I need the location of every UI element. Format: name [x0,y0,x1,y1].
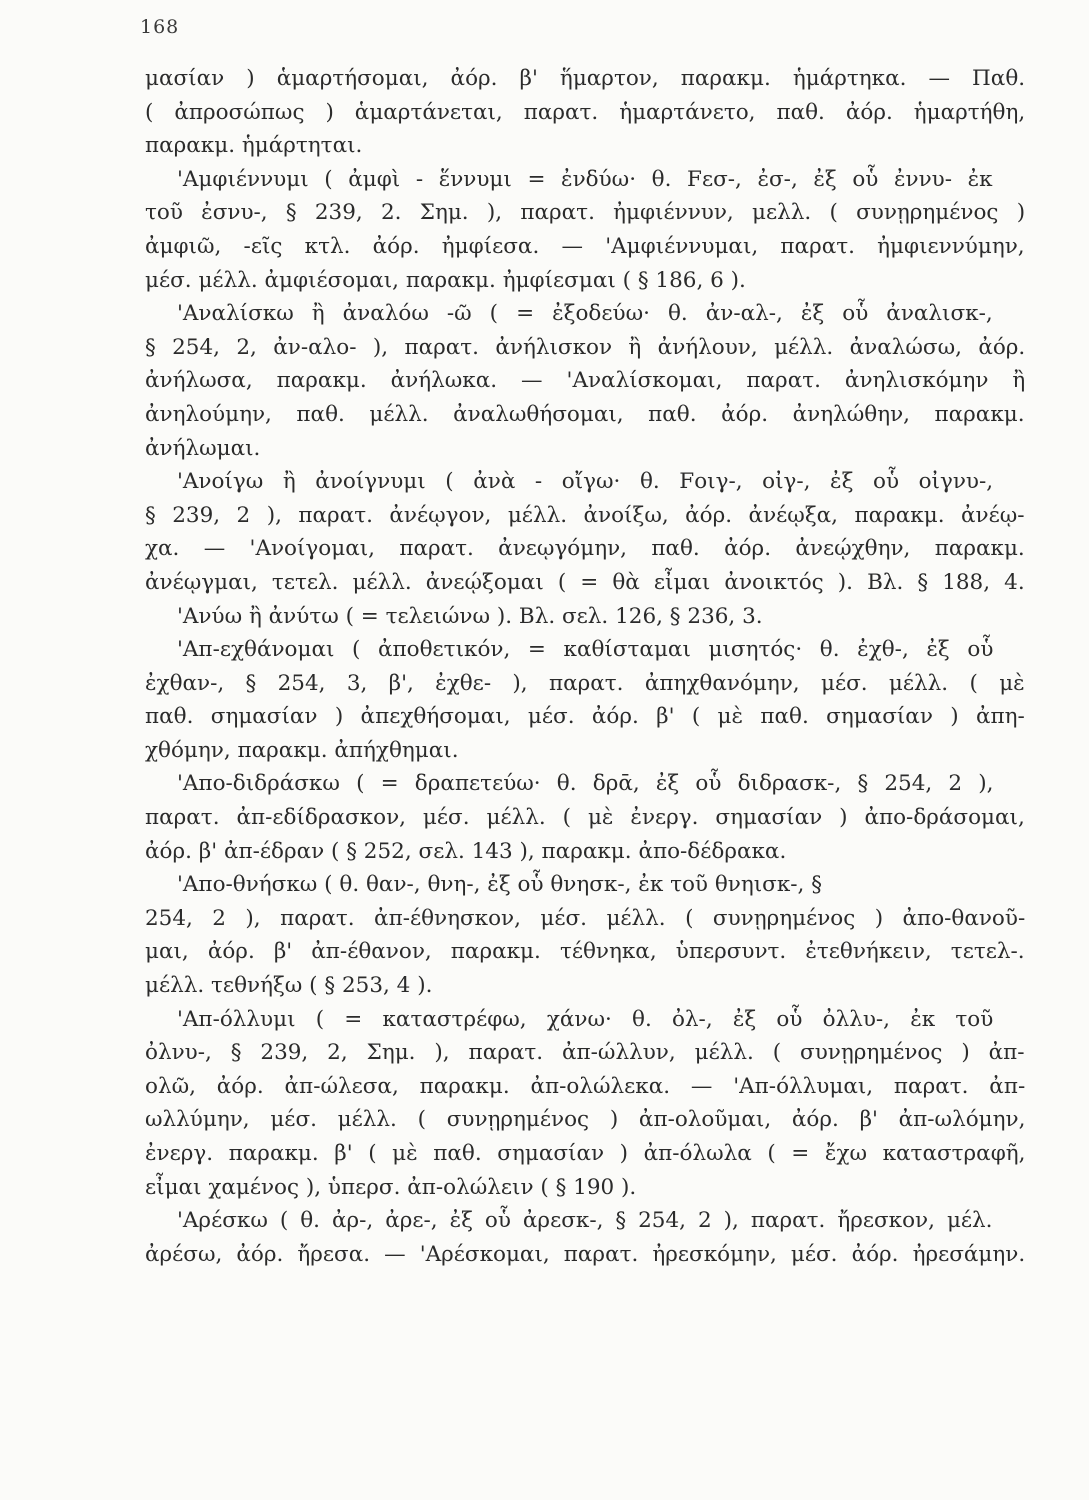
text-line: 'Ανοίγω ἢ ἀνοίγνυμι ( ἀνὰ - οἴγω· θ. Fοιγ-, οἰγ-, ἐξ οὗ οἰγνυ-, [177,469,994,495]
text-line: παθ. σημασίαν ) ἀπεχθήσομαι, μέσ. ἀόρ. β' ( μὲ παθ. σημασίαν ) ἀπη- [145,704,1025,730]
text-line: § 254, 2, ἀν-αλο- ), παρατ. ἀνήλισκον ἢ ἀνήλουν, μέλλ. ἀναλώσω, ἀόρ. [145,334,1025,360]
text-line: ἐχθαν-, § 254, 3, β', ἐχθε- ), παρατ. ἀπηχθανόμην, μέσ. μέλλ. ( μὲ [145,670,1025,696]
page-number: 168 [140,16,180,38]
text-line: § 239, 2 ), παρατ. ἀνέῳγον, μέλλ. ἀνοίξω, ἀόρ. ἀνέῳξα, παρακμ. ἀνέῳ- [145,502,1025,528]
text-line: ολῶ, ἀόρ. ἀπ-ώλεσα, παρακμ. ἀπ-ολώλεκα. — 'Απ-όλλυμαι, παρατ. ἀπ- [145,1073,1025,1099]
text-line: ἀνηλούμην, παθ. μέλλ. ἀναλωθήσομαι, παθ. ἀόρ. ἀνηλώθην, παρακμ. [145,401,1025,427]
text-line: εἶμαι χαμένος ), ὑπερσ. ἀπ-ολώλειν ( § 190 ). [145,1174,637,1200]
text-line: 'Αναλίσκω ἢ ἀναλόω -ῶ ( = ἐξοδεύω· θ. ἀν-αλ-, ἐξ οὗ ἀναλισκ-, [177,301,993,327]
text-line: ἀνήλωμαι. [145,435,261,461]
text-line: 254, 2 ), παρατ. ἀπ-έθνησκον, μέσ. μέλλ. ( συνῃρημένος ) ἀπο-θανοῦ- [145,905,1025,931]
text-line: 'Αμφιέννυμι ( ἀμφὶ - ἕννυμι = ἐνδύω· θ. Fεσ-, ἐσ-, ἐξ οὗ ἐννυ- ἐκ [177,166,993,192]
text-line: 'Ανύω ἢ ἀνύτω ( = τελειώνω ). Βλ. σελ. 126, § 236, 3. [177,603,763,629]
text-line: 'Απο-θνήσκω ( θ. θαν-, θνη-, ἐξ οὗ θνησκ-, ἐκ τοῦ θνηισκ-, § [177,872,822,898]
text-line: 'Απ-εχθάνομαι ( ἀποθετικόν, = καθίσταμαι μισητός· θ. ἐχθ-, ἐξ οὗ [177,637,994,663]
text-line: ἀμφιῶ, -εῖς κτλ. ἀόρ. ἠμφίεσα. — 'Αμφιέννυμαι, παρατ. ἠμφιεννύμην, [145,233,1025,259]
text-line: ἀνέῳγμαι, τετελ. μέλλ. ἀνεῴξομαι ( = θὰ εἶμαι ἀνοικτός ). Βλ. § 188, 4. [145,569,1025,595]
text-line: 'Απο-διδράσκω ( = δραπετεύω· θ. δρᾱ, ἐξ οὗ διδρασκ-, § 254, 2 ), [177,771,994,797]
text-line: μέλλ. τεθνήξω ( § 253, 4 ). [145,973,433,999]
text-line: τοῦ ἐσνυ-, § 239, 2. Σημ. ), παρατ. ἠμφιέννυν, μελλ. ( συνῃρημένος ) [145,200,1025,226]
text-line: ἀόρ. β' ἀπ-έδραν ( § 252, σελ. 143 ), παρακμ. ἀπο-δέδρακα. [145,838,787,864]
text-line: 'Αρέσκω ( θ. ἀρ-, ἀρε-, ἐξ οὗ ἀρεσκ-, § 254, 2 ), παρατ. ἤρεσκον, μέλ. [177,1208,993,1234]
text-line: ὀλνυ-, § 239, 2, Σημ. ), παρατ. ἀπ-ώλλυν, μέλλ. ( συνῃρημένος ) ἀπ- [145,1040,1025,1066]
text-body [145,62,1025,1271]
text-line: ἀρέσω, ἀόρ. ἤρεσα. — 'Αρέσκομαι, παρατ. ἠρεσκόμην, μέσ. ἀόρ. ἠρεσάμην. [145,1241,1025,1267]
text-line: χθόμην, παρακμ. ἀπήχθημαι. [145,737,459,763]
text-line: μαι, ἀόρ. β' ἀπ-έθανον, παρακμ. τέθνηκα, ὑπερσυντ. ἐτεθνήκειν, τετελ-. [145,939,1025,965]
text-line: μασίαν ) ἁμαρτήσομαι, ἀόρ. β' ἥμαρτον, παρακμ. ἡμάρτηκα. — Παθ. [145,66,1025,91]
text-line: παρακμ. ἡμάρτηται. [145,133,363,159]
text-line: ἀνήλωσα, παρακμ. ἀνήλωκα. — 'Αναλίσκομαι, παρατ. ἀνηλισκόμην ἢ [145,368,1025,394]
text-line: παρατ. ἀπ-εδίδρασκον, μέσ. μέλλ. ( μὲ ἐνεργ. σημασίαν ) ἀπο-δράσομαι, [145,805,1025,831]
text-line: 'Απ-όλλυμι ( = καταστρέφω, χάνω· θ. ὀλ-, ἐξ οὗ ὀλλυ-, ἐκ τοῦ [177,1006,994,1032]
text-line: ( ἀπροσώπως ) ἁμαρτάνεται, παρατ. ἡμαρτάνετο, παθ. ἀόρ. ἡμαρτήθη, [145,99,1025,125]
text-line: ἐνεργ. παρακμ. β' ( μὲ παθ. σημασίαν ) ἀπ-όλωλα ( = ἔχω καταστραφῆ, [145,1141,1025,1166]
text-line: χα. — 'Ανοίγομαι, παρατ. ἀνεῳγόμην, παθ. ἀόρ. ἀνεῴχθην, παρακμ. [145,536,1025,562]
text-line: ωλλύμην, μέσ. μέλλ. ( συνῃρημένος ) ἀπ-ολοῦμαι, ἀόρ. β' ἀπ-ωλόμην, [145,1107,1025,1133]
text-line: μέσ. μέλλ. ἀμφιέσομαι, παρακμ. ἠμφίεσμαι ( § 186, 6 ). [145,267,746,293]
